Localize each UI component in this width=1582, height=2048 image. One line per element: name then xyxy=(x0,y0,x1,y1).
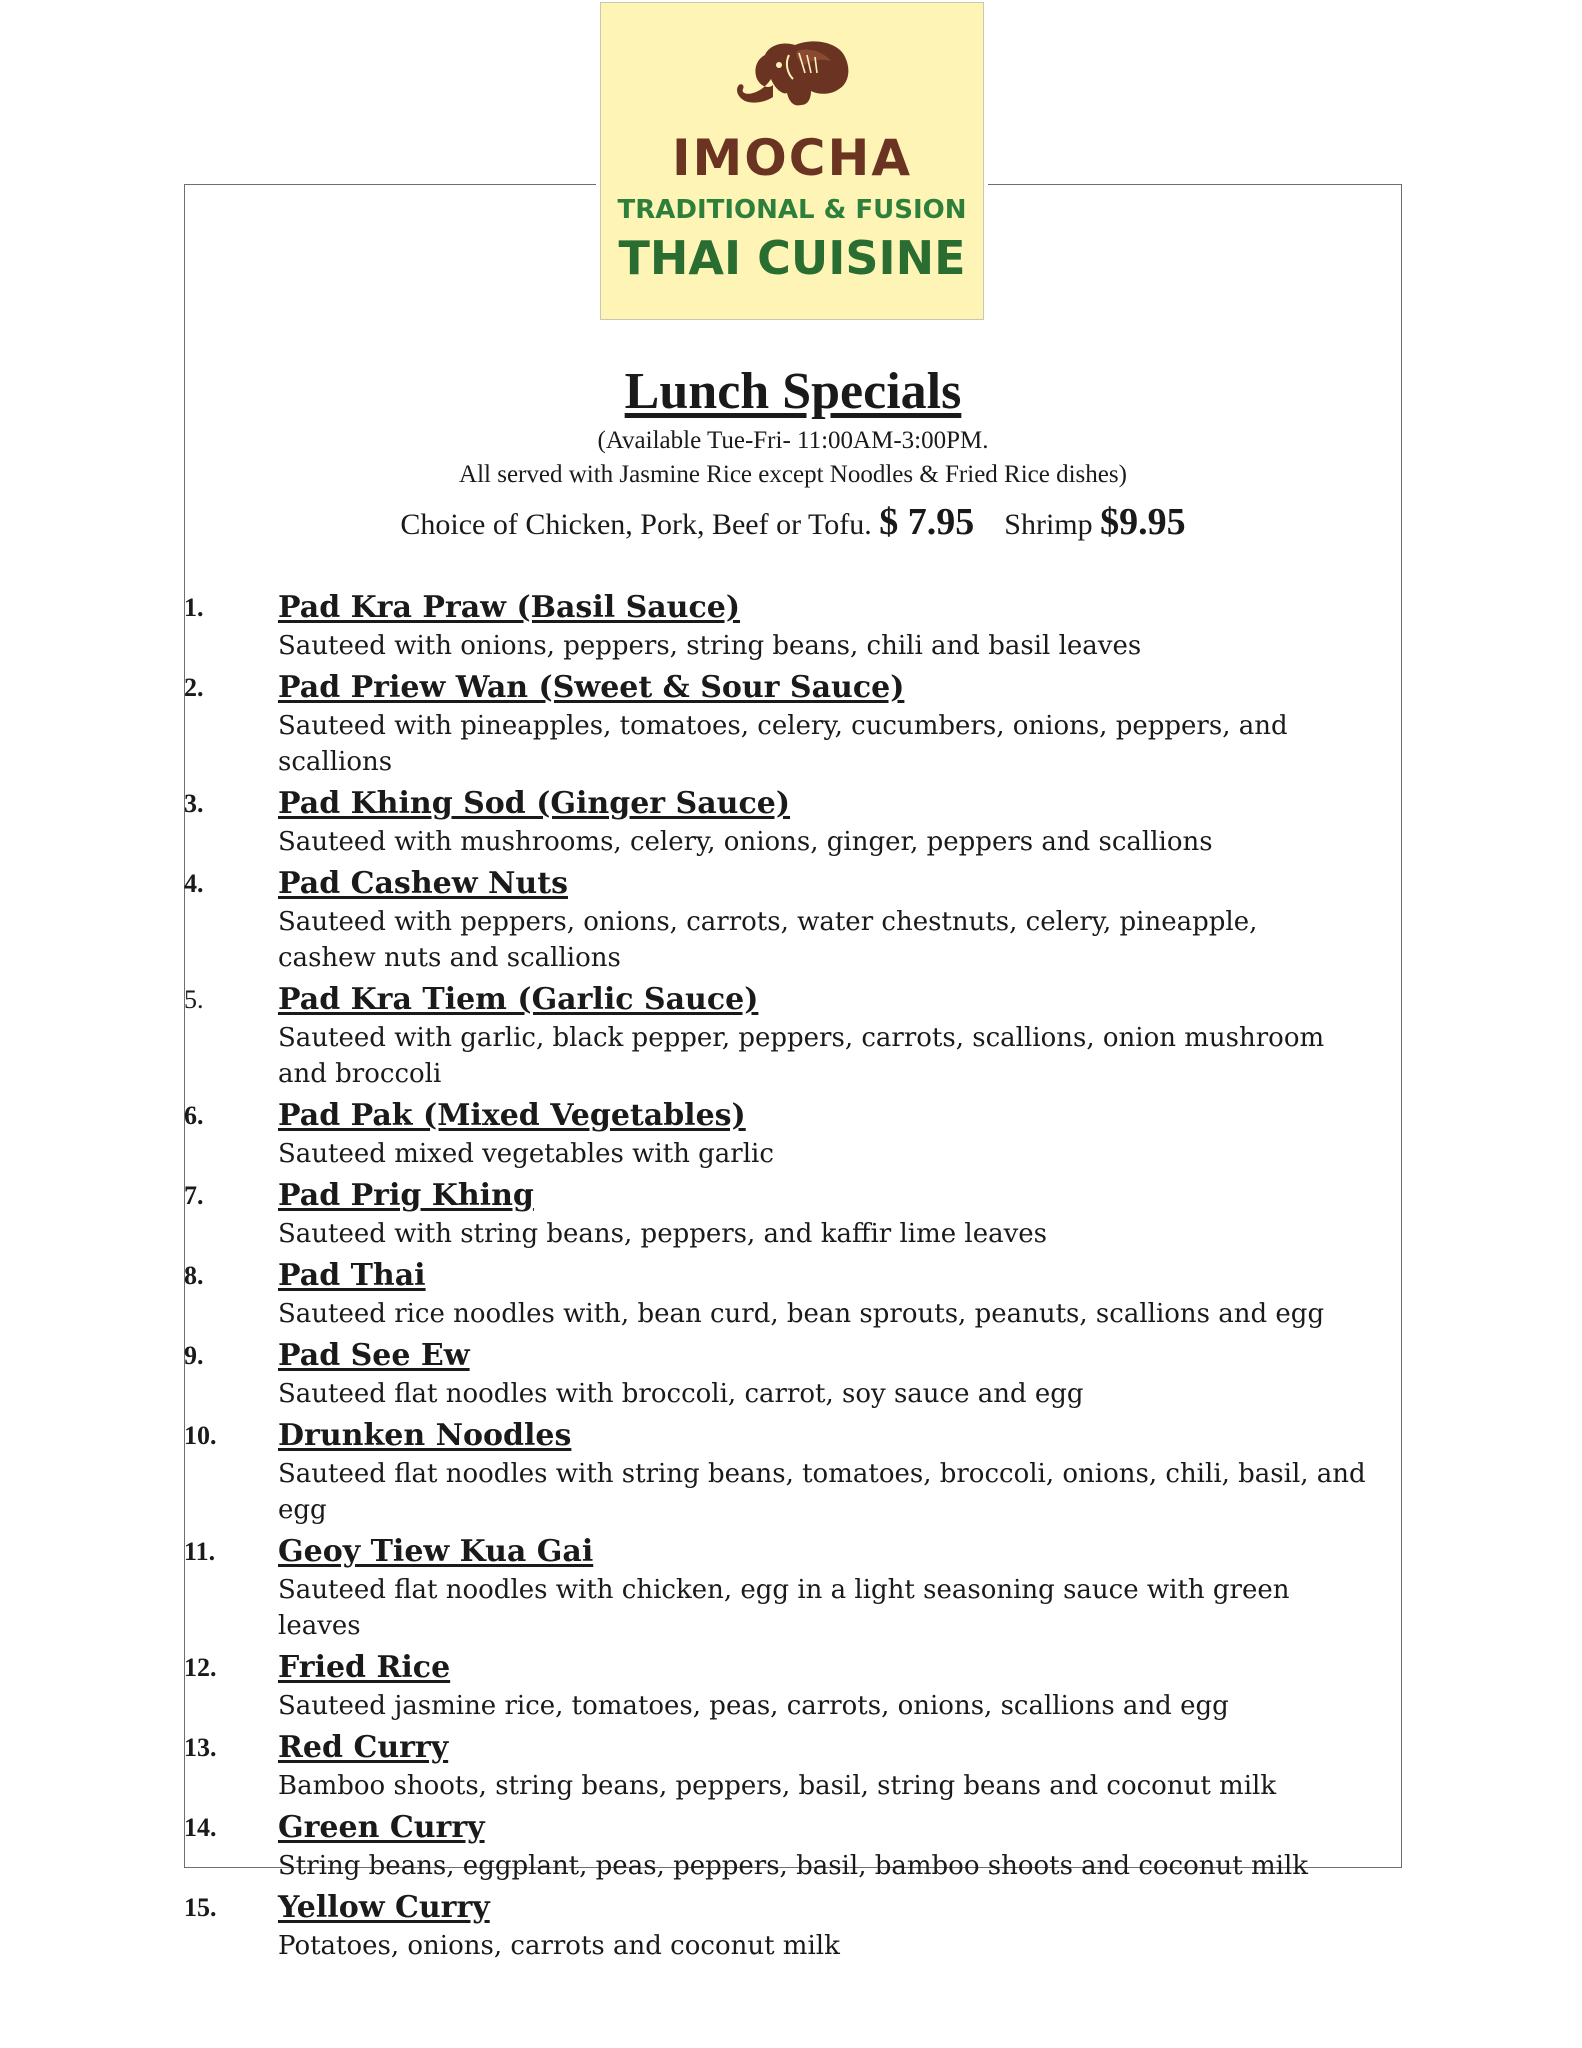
menu-item xyxy=(184,668,1402,780)
shrimp-label: Shrimp xyxy=(1004,508,1093,541)
item-number: 14. xyxy=(184,1813,217,1842)
item-description: Sauteed with garlic, black pepper, peppers, carrots, scallions, onion mushroom and broccoli xyxy=(278,1023,1325,1089)
item-description: Potatoes, onions, carrots and coconut milk xyxy=(278,1931,840,1961)
menu-item xyxy=(184,1728,1402,1804)
item-number: 12. xyxy=(184,1653,217,1682)
item-description: Sauteed with mushrooms, celery, onions, ginger, peppers and scallions xyxy=(278,827,1213,857)
item-description: Sauteed flat noodles with chicken, egg in a light seasoning sauce with green leaves xyxy=(278,1575,1290,1641)
item-name: Drunken Noodles xyxy=(278,1418,572,1453)
item-name: Pad Thai xyxy=(278,1258,426,1293)
item-description: String beans, eggplant, peas, peppers, basil, bamboo shoots and coconut milk xyxy=(278,1851,1309,1881)
item-number: 5. xyxy=(184,985,204,1014)
menu-header xyxy=(184,360,1402,547)
item-number: 10. xyxy=(184,1421,217,1450)
item-description: Sauteed flat noodles with broccoli, carrot, soy sauce and egg xyxy=(278,1379,1084,1409)
menu-item xyxy=(184,784,1402,860)
menu-item xyxy=(184,1808,1402,1884)
item-number: 15. xyxy=(184,1893,217,1922)
menu-item xyxy=(184,1256,1402,1332)
menu-item xyxy=(184,1416,1402,1528)
item-number: 6. xyxy=(184,1101,204,1130)
item-description: Sauteed with string beans, peppers, and kaffir lime leaves xyxy=(278,1219,1048,1249)
item-description: Sauteed flat noodles with string beans, tomatoes, broccoli, onions, chili, basil, and egg xyxy=(278,1459,1366,1525)
menu-item xyxy=(184,1096,1402,1172)
item-number: 11. xyxy=(184,1537,216,1566)
menu-item xyxy=(184,1888,1402,1964)
protein-choice-label: Choice of Chicken, Pork, Beef or Tofu. xyxy=(400,508,872,541)
item-number: 9. xyxy=(184,1341,204,1370)
item-description: Sauteed rice noodles with, bean curd, bean sprouts, peanuts, scallions and egg xyxy=(278,1299,1325,1329)
item-name: Pad Priew Wan (Sweet & Sour Sauce) xyxy=(278,670,905,705)
item-description: Sauteed jasmine rice, tomatoes, peas, carrots, onions, scallions and egg xyxy=(278,1691,1229,1721)
item-number: 7. xyxy=(184,1181,204,1210)
item-name: Pad See Ew xyxy=(278,1338,470,1373)
restaurant-name: IMOCHA xyxy=(671,129,913,187)
page-title: Lunch Specials xyxy=(624,363,962,420)
restaurant-cuisine: THAI CUISINE xyxy=(618,231,966,285)
item-name: Yellow Curry xyxy=(278,1890,490,1925)
item-number: 4. xyxy=(184,869,204,898)
item-description: Sauteed with onions, peppers, string beans, chili and basil leaves xyxy=(278,631,1142,661)
protein-price: $ 7.95 xyxy=(879,501,975,543)
menu-item xyxy=(184,1176,1402,1252)
item-name: Pad Cashew Nuts xyxy=(278,866,568,901)
rice-note: All served with Jasmine Rice except Noodles & Fried Rice dishes) xyxy=(459,461,1127,488)
item-name: Pad Pak (Mixed Vegetables) xyxy=(278,1098,746,1133)
menu-item xyxy=(184,980,1402,1092)
item-name: Pad Prig Khing xyxy=(278,1178,534,1213)
shrimp-price: $9.95 xyxy=(1100,501,1186,543)
menu-item xyxy=(184,864,1402,976)
item-description: Sauteed with pineapples, tomatoes, celery, cucumbers, onions, peppers, and scallions xyxy=(278,711,1288,777)
menu-item xyxy=(184,1532,1402,1644)
menu-item xyxy=(184,1648,1402,1724)
item-name: Fried Rice xyxy=(278,1650,451,1685)
menu-item xyxy=(184,588,1402,664)
item-name: Pad Kra Praw (Basil Sauce) xyxy=(278,590,741,625)
restaurant-tagline: TRADITIONAL & FUSION xyxy=(617,195,967,225)
availability-note: (Available Tue-Fri- 11:00AM-3:00PM. xyxy=(597,427,989,454)
item-number: 3. xyxy=(184,789,204,818)
menu-item xyxy=(184,1336,1402,1412)
item-number: 13. xyxy=(184,1733,217,1762)
item-name: Pad Kra Tiem (Garlic Sauce) xyxy=(278,982,759,1017)
item-name: Geoy Tiew Kua Gai xyxy=(278,1534,594,1569)
price-line xyxy=(184,500,1402,547)
item-number: 1. xyxy=(184,593,204,622)
item-number: 8. xyxy=(184,1261,204,1290)
item-name: Red Curry xyxy=(278,1730,449,1765)
menu-item-list xyxy=(184,588,1402,1968)
item-description: Bamboo shoots, string beans, peppers, basil, string beans and coconut milk xyxy=(278,1771,1277,1801)
item-name: Pad Khing Sod (Ginger Sauce) xyxy=(278,786,791,821)
item-number: 2. xyxy=(184,673,204,702)
elephant-icon xyxy=(727,39,859,121)
item-description: Sauteed mixed vegetables with garlic xyxy=(278,1139,774,1169)
item-description: Sauteed with peppers, onions, carrots, water chestnuts, celery, pineapple, cashew nuts and scallions xyxy=(278,907,1258,973)
restaurant-logo xyxy=(600,2,984,320)
item-name: Green Curry xyxy=(278,1810,485,1845)
